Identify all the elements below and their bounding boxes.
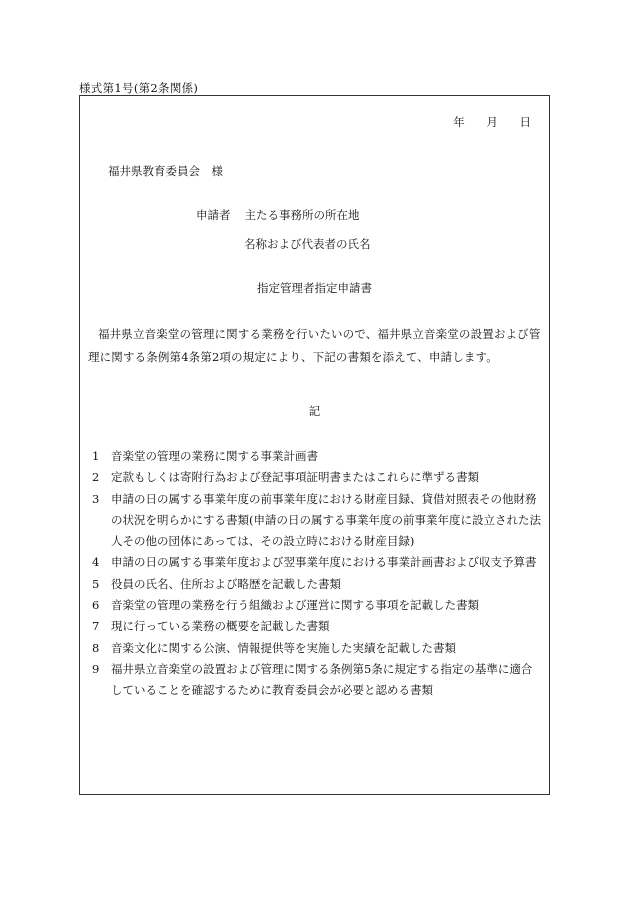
form-label: 様式第1号(第2条関係): [79, 81, 199, 95]
item-number: 4: [92, 555, 100, 570]
applicant-role: 申請者: [196, 208, 231, 222]
item-text: 申請の日の属する事業年度の前事業年度における財産目録、貸借対照表その他財務の状況を明らかにする書類(申請の日の属する事業年度の前事業年度に設立された法人その他の団体にあっては、その設立時における財産目録): [111, 491, 541, 549]
list-item: [92, 489, 543, 553]
date-day-label: 日: [519, 115, 531, 129]
list-item: [92, 552, 543, 573]
item-number: 3: [92, 491, 100, 506]
item-number: 1: [92, 449, 100, 463]
list-item: [92, 467, 543, 488]
document-title: 指定管理者指定申請書: [257, 281, 372, 295]
applicant-name-label: 名称および代表者の氏名: [244, 237, 371, 251]
attachment-list: [92, 446, 543, 702]
item-text: 現に行っている業務の概要を記載した書類: [111, 619, 330, 634]
applicant-address-line: [196, 207, 360, 223]
list-item: [92, 574, 543, 595]
item-text: 定款もしくは寄附行為および登記事項証明書またはこれらに準ずる書類: [111, 470, 479, 485]
item-number: 7: [92, 619, 100, 634]
item-text: 音楽文化に関する公演、情報提供等を実施した実績を記載した書類: [111, 640, 456, 655]
list-item: [92, 616, 543, 637]
item-text: 音楽堂の管理の業務を行う組織および運営に関する事項を記載した書類: [111, 598, 479, 613]
date-year-label: 年: [453, 115, 465, 129]
list-item: [92, 638, 543, 659]
item-text: 申請の日の属する事業年度および翌事業年度における事業計画書および収支予算書: [111, 555, 537, 570]
item-text: 音楽堂の管理の業務に関する事業計画書: [111, 449, 318, 463]
applicant-address-label: 主たる事務所の所在地: [244, 208, 360, 222]
date-line: [435, 114, 531, 130]
item-text: 福井県立音楽堂の設置および管理に関する条例第5条に規定する指定の基準に適合していることを確認するために教育委員会が必要と認める書類: [111, 661, 533, 698]
addressee: 福井県教育委員会 様: [108, 164, 223, 178]
body-text: 福井県立音楽堂の管理に関する業務を行いたいので、福井県立音楽堂の設置および管理に関する条例第4条第2項の規定により、下記の書類を添えて、申請します。: [88, 327, 541, 364]
ki-heading: 記: [308, 404, 321, 418]
list-item: [92, 446, 543, 467]
list-item: [92, 659, 543, 702]
item-number: 9: [92, 661, 100, 676]
form-frame: [79, 95, 550, 795]
date-month-label: 月: [486, 115, 498, 129]
item-number: 8: [92, 640, 100, 655]
list-item: [92, 595, 543, 616]
item-text: 役員の氏名、住所および略歴を記載した書類: [111, 576, 341, 591]
item-number: 5: [92, 576, 100, 591]
item-number: 2: [92, 470, 100, 485]
item-number: 6: [92, 598, 100, 613]
